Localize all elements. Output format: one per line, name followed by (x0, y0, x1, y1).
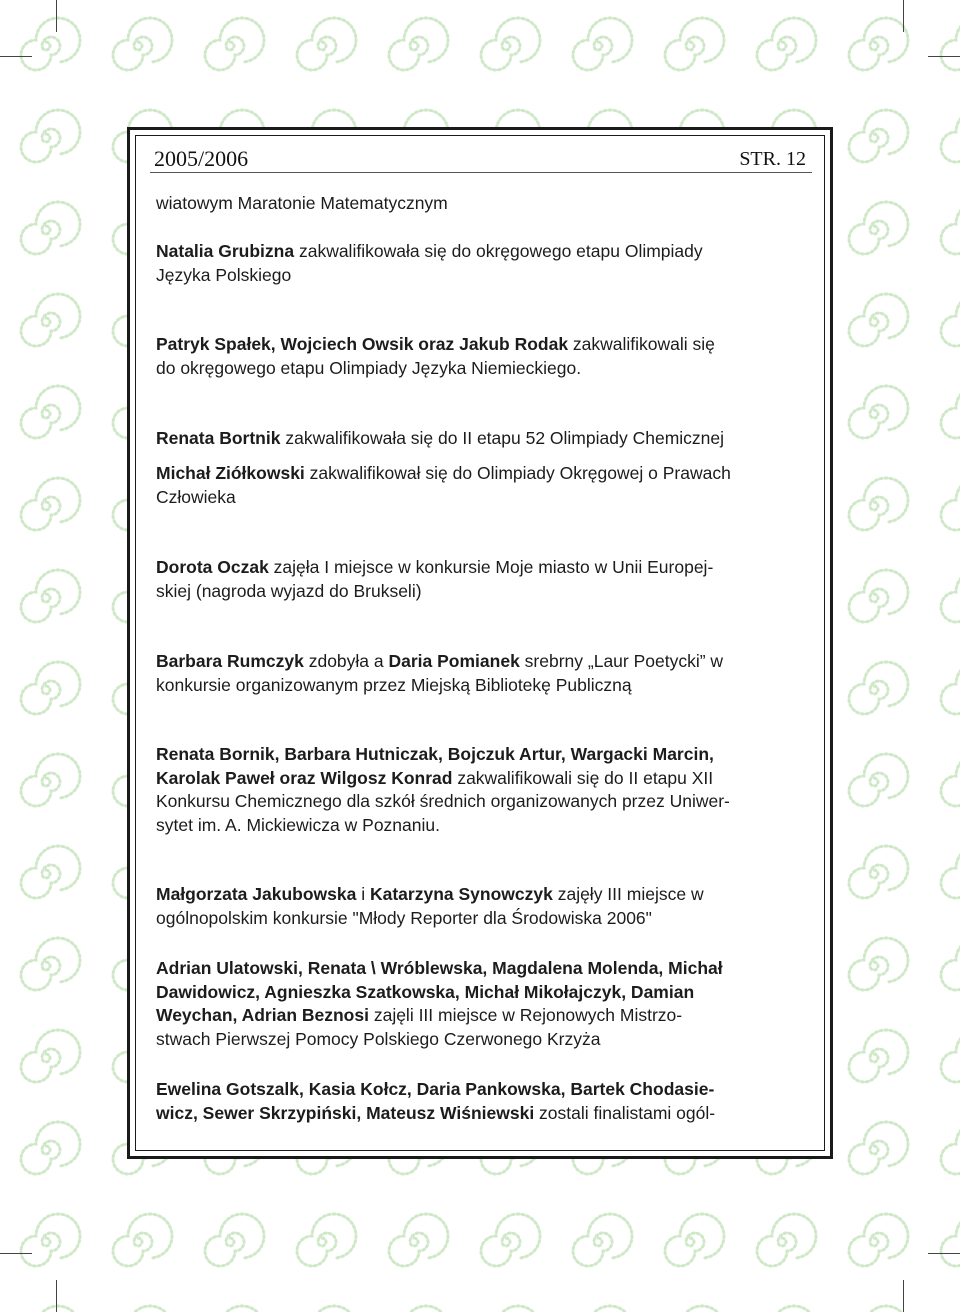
person-names: Dorota Oczak (156, 557, 269, 577)
person-names: Daria Pomianek (388, 651, 520, 671)
person-names: Renata Bortnik (156, 428, 281, 448)
header-page-number: STR. 12 (739, 148, 806, 170)
crop-mark (0, 56, 32, 57)
paragraph-text: Człowieka (156, 486, 236, 507)
paragraph-1 (156, 240, 821, 287)
paragraph-text: zakwalifikowała się do II etapu 52 Olimpiady Chemicznej (280, 428, 725, 448)
paragraph-text: zakwalifikowała się do okręgowego etapu Olimpiady (294, 241, 703, 261)
header-year: 2005/2006 (154, 146, 249, 171)
page-frame (127, 127, 833, 1159)
paragraph-text: zdobyła a (303, 651, 389, 671)
paragraph-10 (156, 1078, 821, 1125)
paragraph-8 (156, 883, 821, 930)
person-names: Ewelina Gotszalk, Kasia Kołcz, Daria Pankowska, Bartek Chodasie- (156, 1079, 715, 1099)
person-names: Małgorzata Jakubowska (156, 884, 357, 904)
paragraph-2 (156, 333, 821, 380)
person-names: Michał Ziółkowski (156, 463, 305, 483)
paragraph-3 (156, 427, 821, 451)
paragraph-text: sytet im. A. Mickiewicza w Poznaniu. (156, 814, 440, 835)
paragraph-text: do okręgowego etapu Olimpiady Języka Niemieckiego. (156, 357, 582, 378)
crop-mark (56, 0, 57, 32)
person-names: Barbara Rumczyk (156, 651, 304, 671)
person-names: Adrian Ulatowski, Renata \ Wróblewska, Magdalena Molenda, Michał (156, 958, 723, 978)
paragraph-0 (156, 192, 821, 216)
paragraph-text: Konkursu Chemicznego dla szkół średnich organizowanych przez Uniwer- (156, 791, 730, 811)
paragraph-text: zostali finalistami ogól- (534, 1102, 716, 1123)
person-names: Natalia Grubizna (156, 241, 295, 261)
paragraph-text: zajęły III miejsce w (552, 884, 704, 904)
crop-mark (56, 1280, 57, 1312)
paragraph-5 (156, 556, 821, 603)
paragraph-text: ogólnopolskim konkursie "Młody Reporter dla Środowiska 2006" (156, 907, 652, 928)
paragraph-text: stwach Pierwszej Pomocy Polskiego Czerwonego Krzyża (156, 1028, 601, 1049)
paragraph-9 (156, 957, 821, 1051)
paragraph-text: srebrny „Laur Poetycki” w (519, 651, 724, 671)
paragraph-text: skiej (nagroda wyjazd do Brukseli) (156, 580, 422, 601)
crop-mark (928, 56, 960, 57)
person-names: Renata Bornik, Barbara Hutniczak, Bojczuk Artur, Wargacki Marcin, (156, 744, 714, 764)
paragraph-text: zajęła I miejsce w konkursie Moje miasto w Unii Europej- (268, 557, 714, 577)
person-names: Karolak Paweł oraz Wilgosz Konrad (156, 767, 453, 788)
paragraph-text: konkursie organizowanym przez Miejską Bibliotekę Publiczną (156, 674, 632, 695)
paragraph-text: Języka Polskiego (156, 264, 292, 285)
person-names: Weychan, Adrian Beznosi (156, 1005, 369, 1025)
paragraph-text: zakwalifikowali się (568, 334, 715, 354)
page-header (150, 144, 812, 173)
paragraph-text: wiatowym Maratonie Matematycznym (156, 193, 448, 213)
crop-mark (928, 1253, 960, 1254)
person-names: Katarzyna Synowczyk (369, 884, 553, 904)
paragraph-text: i (356, 884, 370, 904)
paragraph-7 (156, 743, 821, 837)
paragraph-6 (156, 650, 821, 697)
person-names: Patryk Spałek, Wojciech Owsik oraz Jakub Rodak (156, 334, 569, 354)
paragraph-text: zakwalifikował się do Olimpiady Okręgowej o Prawach (304, 463, 731, 483)
crop-mark (903, 1280, 904, 1312)
crop-mark (0, 1253, 32, 1254)
paragraph-4 (156, 462, 821, 509)
person-names: Dawidowicz, Agnieszka Szatkowska, Michał Mikołajczyk, Damian (156, 981, 695, 1002)
paragraph-text: zakwalifikowali się do II etapu XII (452, 767, 714, 788)
person-names: wicz, Sewer Skrzypiński, Mateusz Wiśniewski (156, 1102, 535, 1123)
paragraph-text: zajęli III miejsce w Rejonowych Mistrzo- (368, 1005, 683, 1025)
crop-mark (903, 0, 904, 32)
